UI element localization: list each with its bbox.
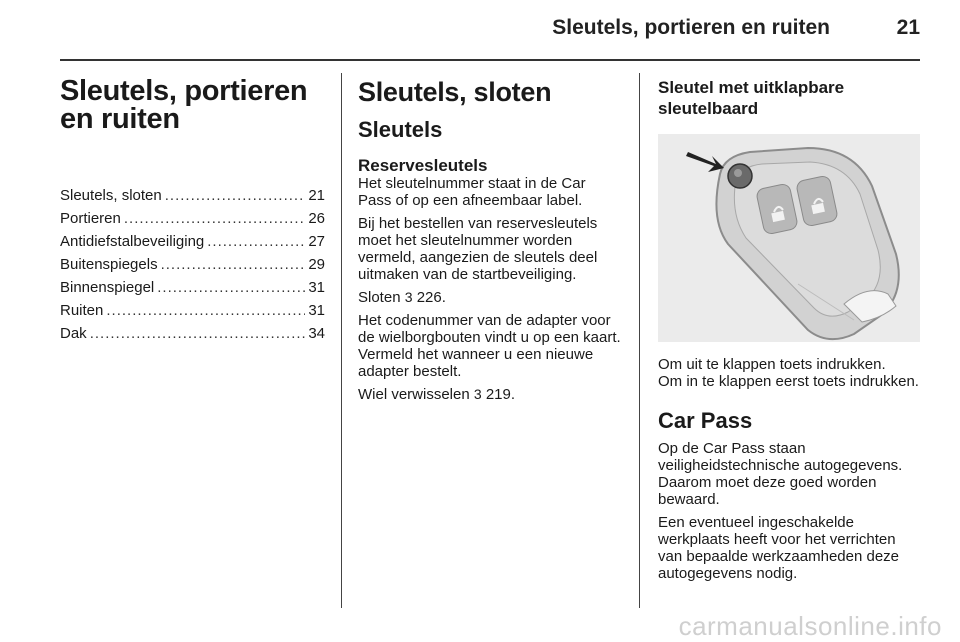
toc-label: Portieren — [60, 210, 121, 227]
page-reference-arrow-icon: 3 — [473, 386, 482, 402]
caption-unfold: Om uit te klappen toets indrukken. — [658, 356, 886, 373]
column-divider-2 — [639, 73, 640, 608]
toc-leader — [161, 253, 306, 276]
toc-entry[interactable] — [60, 253, 325, 276]
toc-label: Sleutels, sloten — [60, 187, 162, 204]
toc-leader — [90, 322, 306, 345]
header-divider — [60, 59, 920, 61]
toc-leader — [165, 184, 306, 207]
car-key-icon — [658, 134, 920, 342]
caption-fold: Om in te klappen eerst toets indrukken. — [658, 373, 919, 390]
reference-page: 226. — [416, 289, 446, 306]
paragraph-spare-keys: Bij het bestellen van reservesleutels moet het sleutelnummer worden vermeld, aangezien de sleutels deel uitmaken van de startbeveiliging. — [358, 215, 598, 283]
section-subtitle: Sleutels — [358, 117, 443, 142]
reference-wiel[interactable] — [358, 386, 622, 403]
toc-label: Antidiefstalbeveiliging — [60, 233, 205, 250]
car-pass-title: Car Pass — [658, 408, 753, 433]
watermark: carmanualsonline.info — [678, 611, 942, 641]
toc-label: Dak — [60, 325, 87, 342]
folding-key-illustration — [658, 134, 920, 342]
toc-entry[interactable] — [60, 276, 325, 299]
chapter-column — [60, 72, 325, 345]
toc-entry[interactable] — [60, 207, 325, 230]
car-pass-paragraph-2: Een eventueel ingeschakelde werkplaats heeft voor het verrichten van bepaalde werkzaamheden deze autogegevens nodig. — [658, 514, 900, 582]
toc-page: 31 — [308, 279, 325, 296]
toc-entry[interactable] — [60, 322, 325, 345]
toc-entry[interactable] — [60, 184, 325, 207]
toc-page: 26 — [308, 210, 325, 227]
toc-leader — [124, 207, 305, 230]
section-subsubtitle: Reservesleutels — [358, 156, 488, 175]
toc-page: 34 — [308, 325, 325, 342]
paragraph-key-number: Het sleutelnummer staat in de Car Pass of op een afneembaar label. — [358, 175, 586, 209]
toc-label: Binnenspiegel — [60, 279, 155, 296]
reference-label: Sloten — [358, 289, 401, 306]
toc-page: 29 — [308, 256, 325, 273]
paragraph-adapter: Het codenummer van de adapter voor de wielborgbouten vindt u op een kaart. Vermeld het wanneer u een nieuwe adapter bestelt. — [358, 312, 621, 380]
column-divider-1 — [341, 73, 342, 608]
toc-entry[interactable] — [60, 230, 325, 253]
folding-key-heading: Sleutel met uitklapbare sleutelbaard — [658, 78, 845, 118]
section-title: Sleutels, sloten — [358, 77, 552, 107]
table-of-contents — [60, 184, 325, 345]
toc-leader — [157, 276, 305, 299]
toc-label: Ruiten — [60, 302, 104, 319]
reference-label: Wiel verwisselen — [358, 386, 470, 403]
reference-page: 219. — [485, 386, 516, 403]
page-reference-arrow-icon: 3 — [404, 289, 413, 305]
toc-leader — [106, 299, 305, 322]
toc-page: 31 — [308, 302, 325, 319]
car-pass-paragraph-1: Op de Car Pass staan veiligheidstechnische autogegevens. Daarom moet deze goed worden bewaard. — [658, 440, 903, 508]
section-column — [358, 72, 622, 409]
page-number: 21 — [896, 16, 920, 39]
reference-sloten[interactable] — [358, 289, 622, 306]
chapter-title: Sleutels, portieren en ruiten — [60, 75, 308, 135]
toc-page: 21 — [308, 187, 325, 204]
toc-label: Buitenspiegels — [60, 256, 158, 273]
toc-entry[interactable] — [60, 299, 325, 322]
toc-leader — [207, 230, 305, 253]
toc-page: 27 — [308, 233, 325, 250]
right-column — [658, 72, 920, 588]
page-header-title: Sleutels, portieren en ruiten — [552, 16, 830, 39]
